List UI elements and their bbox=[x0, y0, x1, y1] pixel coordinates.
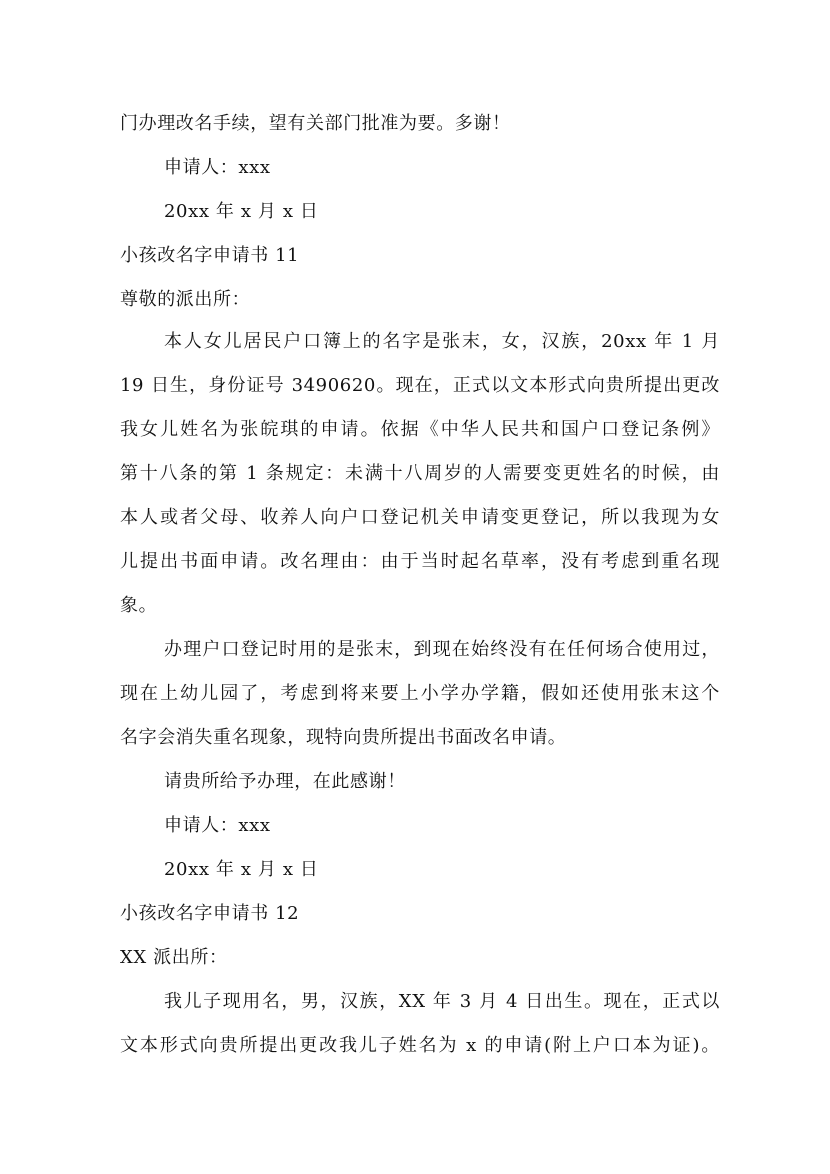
application-date: 20xx 年 x 月 x 日 bbox=[164, 859, 319, 880]
paragraph-line: 本人女儿居民户口簿上的名字是张末，女，汉族，20xx 年 1 月 bbox=[164, 331, 720, 352]
salutation: XX 派出所： bbox=[120, 947, 228, 968]
paragraph-line: 办理户口登记时用的是张末，到现在始终没有在任何场合使用过， bbox=[164, 639, 720, 660]
paragraph-line: 名字会消失重名现象，现特向贵所提出书面改名申请。 bbox=[120, 727, 567, 748]
watermark: ​ bbox=[290, 992, 370, 1107]
paragraph-line: 象。 bbox=[120, 595, 158, 616]
section-heading: 小孩改名字申请书 11 bbox=[120, 245, 300, 266]
watermark: ​ bbox=[260, 372, 340, 487]
paragraph-line: 我儿子现用名，男，汉族，XX 年 3 月 4 日出生。现在，正式以 bbox=[164, 991, 720, 1012]
application-date: 20xx 年 x 月 x 日 bbox=[164, 201, 319, 222]
paragraph-line: 现在上幼儿园了，考虑到将来要上小学办学籍，假如还使用张末这个 bbox=[120, 683, 720, 704]
paragraph-line: 儿提出书面申请。改名理由：由于当时起名草率，没有考虑到重名现 bbox=[120, 551, 720, 572]
applicant-signature: 申请人：xxx bbox=[164, 815, 271, 836]
paragraph-line: 19 日生，身份证号 3490620。现在，正式以文本形式向贵所提出更改 bbox=[120, 375, 720, 396]
paragraph-line: 文本形式向贵所提出更改我儿子姓名为 x 的申请(附上户口本为证)。 bbox=[120, 1035, 720, 1056]
section-heading: 小孩改名字申请书 12 bbox=[120, 903, 300, 924]
applicant-signature: 申请人：xxx bbox=[164, 157, 271, 178]
paragraph-line: 第十八条的第 1 条规定：未满十八周岁的人需要变更姓名的时候，由 bbox=[120, 463, 720, 484]
paragraph-line: 门办理改名手续，望有关部门批准为要。多谢！ bbox=[120, 113, 511, 134]
salutation: 尊敬的派出所： bbox=[120, 289, 251, 310]
paragraph-line: 请贵所给予办理，在此感谢！ bbox=[164, 771, 406, 792]
paragraph-line: 本人或者父母、收养人向户口登记机关申请变更登记，所以我现为女 bbox=[120, 507, 720, 528]
paragraph-line: 我女儿姓名为张皖琪的申请。依据《中华人民共和国户口登记条例》 bbox=[120, 419, 720, 440]
